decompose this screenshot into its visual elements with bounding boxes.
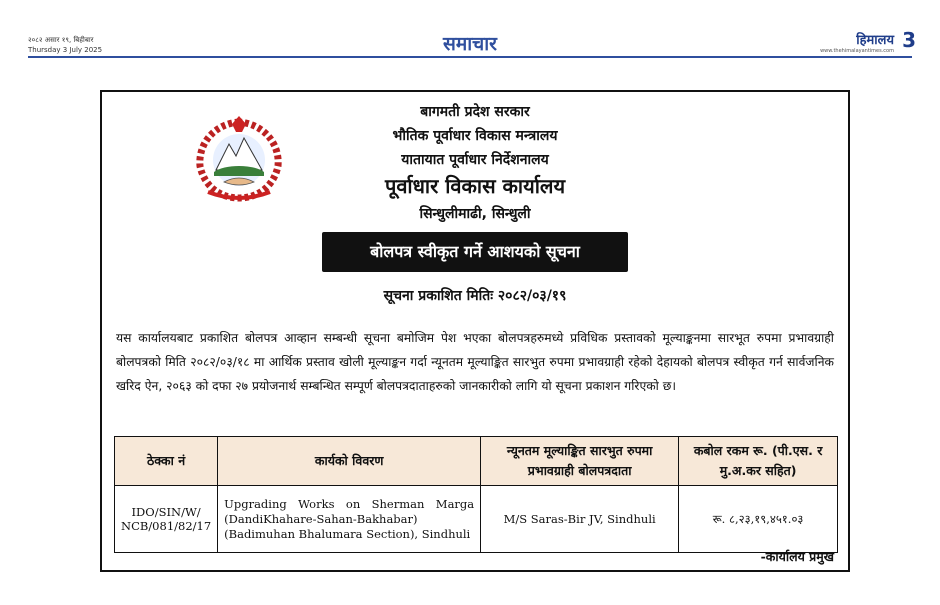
org-line-1: बागमती प्रदेश सरकार (420, 104, 530, 120)
contract-number: IDO/SIN/W/ NCB/081/82/17 (115, 486, 218, 553)
org-line-2: भौतिक पूर्वाधार विकास मन्त्रालय (392, 128, 558, 144)
header-amount: कबोल रकम रू. (पी.एस. र मु.अ.कर सहित) (679, 437, 838, 486)
header-rule (28, 56, 912, 58)
brand-name: हिमालय (856, 33, 894, 48)
bid-amount: रू. ८,२३,१९,४५१.०३ (679, 486, 838, 553)
bidder-name: M/S Saras-Bir JV, Sindhuli (481, 486, 679, 553)
header-contract-no: ठेक्का नं (115, 437, 218, 486)
office-location: सिन्धुलीमाढी, सिन्धुली (419, 206, 531, 222)
section-title: समाचार (443, 33, 497, 55)
header-bidder: न्यूनतम मूल्याङ्कित सारभुत रुपमा प्रभावग्राही बोलपत्रदाता (481, 437, 679, 486)
newspaper-masthead (0, 0, 940, 60)
signature: -कार्यालय प्रमुख (760, 549, 834, 564)
brand-url: www.thehimalayantimes.com (820, 48, 894, 54)
org-line-3: यातायात पूर्वाधार निर्देशनालय (401, 152, 549, 168)
tender-table (114, 436, 838, 553)
publish-date: सूचना प्रकाशित मितिः २०८२/०३/१९ (383, 288, 567, 304)
header-description: कार्यको विवरण (218, 437, 481, 486)
page-number: 3 (902, 28, 916, 52)
notice-title: बोलपत्र स्वीकृत गर्ने आशयको सूचना (322, 232, 628, 272)
table-header-row (115, 437, 838, 486)
date-english: Thursday 3 July 2025 (28, 46, 103, 54)
work-description: Upgrading Works on Sherman Marga (DandiKhahare-Sahan-Bakhabar) (Badimuhan Bhalumara Section), Sindhuli (218, 486, 481, 553)
tender-notice (100, 90, 850, 572)
office-name: पूर्वाधार विकास कार्यालय (384, 174, 566, 198)
table-row (115, 486, 838, 553)
date-nepali: २०८२ असार १९, बिहीबार (28, 36, 94, 44)
notice-body: यस कार्यालयबाट प्रकाशित बोलपत्र आव्हान सम्बन्धी सूचना बमोजिम पेश भएका बोलपत्रहरुमध्ये प्रविधिक प्रस्तावको मूल्याङ्कनमा सारभूत रुपमा प्रभावग्राही बोलपत्रको मिति २०८२/०३/१८ मा आर्थिक प्रस्ताव खोली मूल्याङ्कन गर्दा न्यूनतम मूल्याङ्कित सारभुत रुपमा प्रभावग्राही रहेको देहायको बोलपत्र स्वीकृत गर्न सार्वजनिक खरिद ऐन, २०६३ को दफा २७ प्रयोजनार्थ सम्बन्धित सम्पूर्ण बोलपत्रदाताहरुको जानकारीको लागि यो सूचना प्रकाशन गरिएको छ। (116, 331, 834, 393)
newspaper-logo (820, 30, 894, 54)
